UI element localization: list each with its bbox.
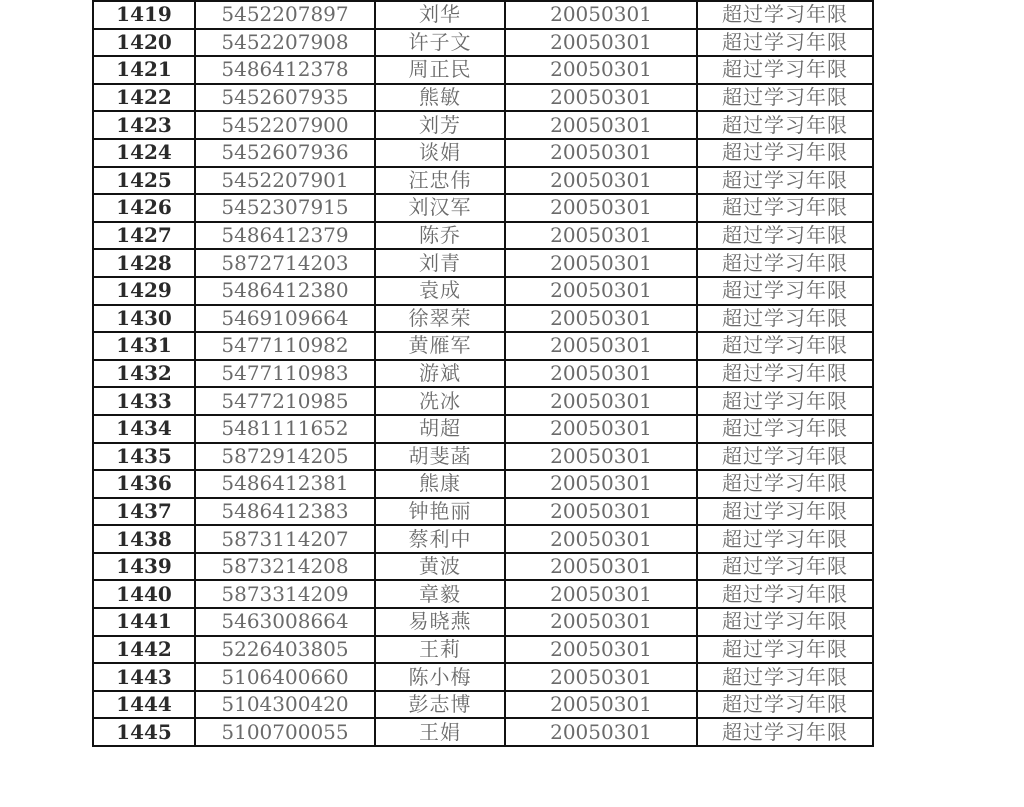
row-number: 1433 [93,387,195,415]
table-row [93,636,873,664]
row-number: 1427 [93,222,195,250]
status-reason: 超过学习年限 [697,387,873,415]
table-row [93,443,873,471]
row-number: 1419 [93,1,195,29]
table-row [93,470,873,498]
row-number: 1436 [93,470,195,498]
student-id: 5477210985 [195,387,375,415]
row-number: 1420 [93,29,195,57]
record-date: 20050301 [505,580,697,608]
record-date: 20050301 [505,332,697,360]
status-reason: 超过学习年限 [697,360,873,388]
status-reason: 超过学习年限 [697,167,873,195]
table-row [93,194,873,222]
student-name: 熊敏 [375,84,505,112]
student-name: 熊康 [375,470,505,498]
record-date: 20050301 [505,663,697,691]
row-number: 1425 [93,167,195,195]
student-name: 陈小梅 [375,663,505,691]
student-name: 黄雁军 [375,332,505,360]
row-number: 1423 [93,111,195,139]
student-name: 游斌 [375,360,505,388]
student-id: 5481111652 [195,415,375,443]
student-name: 王莉 [375,636,505,664]
student-name: 章毅 [375,580,505,608]
table-row [93,332,873,360]
record-date: 20050301 [505,470,697,498]
status-reason: 超过学习年限 [697,553,873,581]
row-number: 1443 [93,663,195,691]
record-date: 20050301 [505,443,697,471]
table-row [93,580,873,608]
student-name: 许子文 [375,29,505,57]
student-name: 胡超 [375,415,505,443]
row-number: 1438 [93,525,195,553]
record-date: 20050301 [505,718,697,746]
status-reason: 超过学习年限 [697,194,873,222]
student-name: 黄波 [375,553,505,581]
record-date: 20050301 [505,111,697,139]
table-row [93,305,873,333]
record-date: 20050301 [505,360,697,388]
student-id: 5106400660 [195,663,375,691]
student-name: 汪忠伟 [375,167,505,195]
student-name: 冼冰 [375,387,505,415]
record-date: 20050301 [505,636,697,664]
row-number: 1434 [93,415,195,443]
status-reason: 超过学习年限 [697,29,873,57]
record-date: 20050301 [505,167,697,195]
student-id: 5872714203 [195,249,375,277]
student-id: 5226403805 [195,636,375,664]
record-date: 20050301 [505,56,697,84]
record-date: 20050301 [505,222,697,250]
student-id: 5452207900 [195,111,375,139]
status-reason: 超过学习年限 [697,608,873,636]
student-id: 5486412378 [195,56,375,84]
table-row [93,222,873,250]
student-name: 彭志博 [375,691,505,719]
status-reason: 超过学习年限 [697,636,873,664]
table-row [93,718,873,746]
row-number: 1441 [93,608,195,636]
student-name: 易晓燕 [375,608,505,636]
status-reason: 超过学习年限 [697,525,873,553]
student-id: 5452607936 [195,139,375,167]
status-reason: 超过学习年限 [697,443,873,471]
status-reason: 超过学习年限 [697,332,873,360]
student-id: 5477110982 [195,332,375,360]
status-reason: 超过学习年限 [697,718,873,746]
row-number: 1428 [93,249,195,277]
record-date: 20050301 [505,387,697,415]
status-reason: 超过学习年限 [697,663,873,691]
student-name: 陈乔 [375,222,505,250]
student-id: 5452207901 [195,167,375,195]
record-date: 20050301 [505,29,697,57]
status-reason: 超过学习年限 [697,56,873,84]
table-row [93,277,873,305]
status-reason: 超过学习年限 [697,470,873,498]
status-reason: 超过学习年限 [697,415,873,443]
student-id: 5452207908 [195,29,375,57]
status-reason: 超过学习年限 [697,277,873,305]
row-number: 1424 [93,139,195,167]
student-id: 5104300420 [195,691,375,719]
row-number: 1431 [93,332,195,360]
row-number: 1435 [93,443,195,471]
table-row [93,1,873,29]
student-id: 5873214208 [195,553,375,581]
student-id: 5452207897 [195,1,375,29]
row-number: 1426 [93,194,195,222]
row-number: 1421 [93,56,195,84]
status-reason: 超过学习年限 [697,222,873,250]
student-table [92,0,874,747]
table-row [93,29,873,57]
table-body [93,1,873,746]
row-number: 1439 [93,553,195,581]
status-reason: 超过学习年限 [697,139,873,167]
record-date: 20050301 [505,498,697,526]
record-date: 20050301 [505,305,697,333]
student-id: 5477110983 [195,360,375,388]
student-id: 5100700055 [195,718,375,746]
row-number: 1422 [93,84,195,112]
table-row [93,111,873,139]
table-row [93,56,873,84]
table-row [93,498,873,526]
table-row [93,249,873,277]
student-name: 谈娟 [375,139,505,167]
table-row [93,663,873,691]
status-reason: 超过学习年限 [697,111,873,139]
status-reason: 超过学习年限 [697,305,873,333]
student-id: 5452307915 [195,194,375,222]
row-number: 1429 [93,277,195,305]
student-id: 5452607935 [195,84,375,112]
table-row [93,691,873,719]
student-name: 王娟 [375,718,505,746]
student-name: 徐翠荣 [375,305,505,333]
status-reason: 超过学习年限 [697,498,873,526]
student-name: 袁成 [375,277,505,305]
record-date: 20050301 [505,249,697,277]
table-row [93,84,873,112]
status-reason: 超过学习年限 [697,249,873,277]
status-reason: 超过学习年限 [697,1,873,29]
student-id: 5469109664 [195,305,375,333]
row-number: 1440 [93,580,195,608]
student-name: 刘汉军 [375,194,505,222]
row-number: 1430 [93,305,195,333]
record-date: 20050301 [505,1,697,29]
status-reason: 超过学习年限 [697,691,873,719]
record-date: 20050301 [505,608,697,636]
student-id: 5486412383 [195,498,375,526]
table-row [93,553,873,581]
table-row [93,167,873,195]
record-date: 20050301 [505,525,697,553]
record-date: 20050301 [505,84,697,112]
student-name: 胡斐菡 [375,443,505,471]
student-id: 5463008664 [195,608,375,636]
student-name: 刘青 [375,249,505,277]
table-row [93,415,873,443]
student-name: 刘华 [375,1,505,29]
student-id: 5873314209 [195,580,375,608]
student-id: 5486412381 [195,470,375,498]
student-id: 5873114207 [195,525,375,553]
table-row [93,387,873,415]
student-id: 5486412380 [195,277,375,305]
table-row [93,525,873,553]
row-number: 1442 [93,636,195,664]
status-reason: 超过学习年限 [697,84,873,112]
record-date: 20050301 [505,415,697,443]
record-date: 20050301 [505,277,697,305]
table-row [93,360,873,388]
student-name: 蔡利中 [375,525,505,553]
student-id: 5872914205 [195,443,375,471]
record-date: 20050301 [505,553,697,581]
table-row [93,608,873,636]
record-date: 20050301 [505,691,697,719]
student-name: 周正民 [375,56,505,84]
row-number: 1444 [93,691,195,719]
student-id: 5486412379 [195,222,375,250]
table-row [93,139,873,167]
row-number: 1445 [93,718,195,746]
student-record-sheet [92,0,872,747]
record-date: 20050301 [505,194,697,222]
record-date: 20050301 [505,139,697,167]
row-number: 1432 [93,360,195,388]
student-name: 钟艳丽 [375,498,505,526]
status-reason: 超过学习年限 [697,580,873,608]
row-number: 1437 [93,498,195,526]
student-name: 刘芳 [375,111,505,139]
